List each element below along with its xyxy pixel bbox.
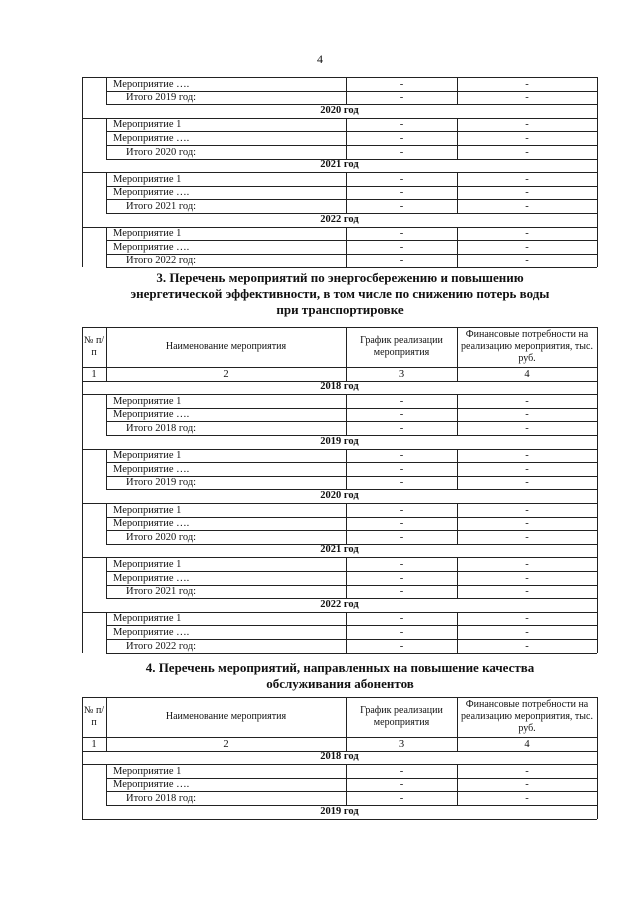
table-row-schedule: -: [399, 779, 404, 791]
table-row-schedule: -: [399, 572, 404, 584]
table-row-finance: -: [525, 92, 529, 104]
table-row-schedule: -: [399, 626, 404, 638]
table-column-divider: [457, 449, 458, 490]
table-row-schedule: -: [399, 78, 404, 90]
table-row-name: Итого 2022 год:: [126, 640, 197, 652]
year-heading: 2021 год: [320, 159, 359, 171]
table-row-name: Мероприятие 1: [113, 558, 182, 570]
table-row-schedule: -: [399, 518, 404, 530]
section-4-col-number: 1: [91, 738, 97, 750]
table-column-divider: [457, 172, 458, 213]
table-row-divider: [106, 653, 597, 654]
table-row-finance: -: [525, 241, 529, 253]
table-row-schedule: -: [399, 586, 404, 598]
table-column-divider: [106, 227, 107, 268]
table-row-name: Итого 2021 год:: [126, 200, 197, 212]
table-column-divider: [106, 764, 107, 805]
table-row-schedule: -: [399, 450, 404, 462]
section-4-title: [80, 660, 600, 692]
table-column-divider: [106, 612, 107, 653]
table-row-finance: -: [525, 779, 529, 791]
table-row-schedule: -: [399, 409, 404, 421]
section-3-title-line-1: 3. Перечень мероприятий по энергосбережению и повышению: [156, 270, 524, 285]
table-column-divider: [106, 327, 107, 381]
table-row-name: Итого 2020 год:: [126, 146, 197, 158]
table-column-divider: [106, 118, 107, 159]
section-4-title-line-1: 4. Перечень мероприятий, направленных на повышение качества: [145, 660, 535, 675]
table-column-divider: [346, 697, 347, 751]
table-column-divider: [106, 394, 107, 435]
table-column-divider: [346, 118, 347, 159]
table-row-divider: [82, 819, 597, 820]
table-row-name: Мероприятие 1: [113, 450, 182, 462]
table-row-finance: -: [525, 626, 529, 638]
table-row-schedule: -: [399, 613, 404, 625]
section-4-col-number: 3: [398, 738, 405, 750]
table-row-schedule: -: [399, 792, 404, 804]
table-row-name: Мероприятие ….: [113, 187, 190, 199]
table-column-divider: [457, 503, 458, 544]
table-column-divider: [457, 77, 458, 104]
table-row-finance: -: [525, 586, 529, 598]
table-right-border: [597, 327, 598, 653]
table-row-finance: -: [525, 640, 529, 652]
year-heading: 2019 год: [320, 435, 359, 447]
table-row-finance: -: [525, 504, 529, 516]
table-row-finance: -: [525, 450, 529, 462]
section-4-col-number: 2: [223, 738, 229, 750]
table-column-divider: [346, 172, 347, 213]
table-row-name: Итого 2018 год:: [126, 422, 197, 434]
table-column-divider: [106, 77, 107, 104]
table-row-finance: -: [525, 463, 529, 475]
table-column-divider: [457, 612, 458, 653]
table-row-name: Мероприятие ….: [113, 241, 190, 253]
table-column-divider: [106, 449, 107, 490]
table-row-name: Итого 2022 год:: [126, 255, 197, 267]
table-row-name: Итого 2019 год:: [126, 477, 197, 489]
table-row-finance: -: [525, 119, 529, 131]
table-row-schedule: -: [399, 92, 404, 104]
table-row-finance: -: [525, 572, 529, 584]
year-heading: 2020 год: [320, 104, 359, 116]
table-column-divider: [457, 227, 458, 268]
table-row-name: Мероприятие 1: [113, 765, 182, 777]
table-row-finance: -: [525, 173, 529, 185]
table-row-name: Мероприятие ….: [113, 779, 190, 791]
table-row-finance: -: [525, 558, 529, 570]
table-row-schedule: -: [399, 531, 404, 543]
section-3-col-number: 4: [524, 368, 530, 380]
table-row-name: Мероприятие ….: [113, 463, 190, 475]
table-row-name: Мероприятие ….: [113, 132, 190, 144]
table-row-name: Мероприятие 1: [113, 613, 182, 625]
section-4-header-schedule: График реализации мероприятия: [360, 705, 443, 728]
year-heading: 2021 год: [320, 544, 359, 556]
year-heading: 2022 год: [320, 213, 359, 225]
section-4-header-finance: Финансовые потребности на реализацию мероприятия, тыс. руб.: [461, 699, 593, 734]
section-4-title-line-2: обслуживания абонентов: [266, 676, 414, 691]
section-3-header-num: № п/п: [83, 335, 105, 358]
table-row-name: Мероприятие ….: [113, 572, 190, 584]
table-row-schedule: -: [399, 187, 404, 199]
table-column-divider: [346, 77, 347, 104]
year-heading: 2020 год: [320, 489, 359, 501]
table-left-border: [82, 77, 83, 267]
table-row-schedule: -: [399, 132, 404, 144]
table-row-finance: -: [525, 422, 529, 434]
table-row-name: Мероприятие 1: [113, 173, 182, 185]
section-4-header-name: Наименование мероприятия: [165, 711, 287, 722]
table-row-finance: -: [525, 200, 529, 212]
table-row-finance: -: [525, 409, 529, 421]
section-3-header-finance: Финансовые потребности на реализацию мероприятия, тыс. руб.: [461, 329, 593, 364]
section-3-header-schedule: График реализации мероприятия: [360, 335, 443, 358]
table-row-schedule: -: [399, 640, 404, 652]
table-row-finance: -: [525, 765, 529, 777]
section-3-col-number: 2: [223, 368, 229, 380]
table-row-name: Итого 2019 год:: [126, 92, 197, 104]
table-column-divider: [457, 118, 458, 159]
table-row-name: Мероприятие 1: [113, 504, 182, 516]
table-row-finance: -: [525, 132, 529, 144]
table-row-schedule: -: [399, 765, 404, 777]
table-row-finance: -: [525, 792, 529, 804]
table-left-border: [82, 327, 83, 653]
table-column-divider: [457, 764, 458, 805]
section-3-title-line-3: при транспортировке: [276, 302, 404, 317]
table-left-border: [82, 697, 83, 819]
table-column-divider: [346, 503, 347, 544]
table-column-divider: [106, 503, 107, 544]
table-column-divider: [346, 557, 347, 598]
table-column-divider: [457, 557, 458, 598]
section-3-header-name: Наименование мероприятия: [165, 341, 287, 352]
table-row-schedule: -: [399, 228, 404, 240]
table-column-divider: [457, 327, 458, 381]
table-row-name: Мероприятие ….: [113, 78, 190, 90]
section-4-header-num: № п/п: [83, 705, 105, 728]
table-column-divider: [106, 697, 107, 751]
table-row-schedule: -: [399, 173, 404, 185]
table-column-divider: [346, 227, 347, 268]
table-row-name: Мероприятие 1: [113, 395, 182, 407]
table-right-border: [597, 77, 598, 267]
table-row-finance: -: [525, 146, 529, 158]
table-row-schedule: -: [399, 422, 404, 434]
year-heading: 2018 год: [320, 751, 359, 763]
table-column-divider: [106, 557, 107, 598]
table-row-schedule: -: [399, 119, 404, 131]
table-row-finance: -: [525, 477, 529, 489]
table-row-name: Итого 2020 год:: [126, 531, 197, 543]
table-row-name: Итого 2021 год:: [126, 586, 197, 598]
page-number: 4: [317, 52, 323, 66]
table-row-finance: -: [525, 78, 529, 90]
section-3-col-number: 3: [398, 368, 405, 380]
table-column-divider: [106, 172, 107, 213]
table-row-name: Мероприятие 1: [113, 119, 182, 131]
table-column-divider: [457, 394, 458, 435]
table-column-divider: [346, 764, 347, 805]
table-row-schedule: -: [399, 146, 404, 158]
table-row-finance: -: [525, 613, 529, 625]
table-row-finance: -: [525, 531, 529, 543]
table-row-schedule: -: [399, 255, 404, 267]
table-row-name: Мероприятие ….: [113, 518, 190, 530]
table-row-schedule: -: [399, 477, 404, 489]
year-heading: 2022 год: [320, 598, 359, 610]
table-row-name: Итого 2018 год:: [126, 792, 197, 804]
table-row-finance: -: [525, 518, 529, 530]
table-row-finance: -: [525, 255, 529, 267]
year-heading: 2018 год: [320, 381, 359, 393]
table-row-schedule: -: [399, 241, 404, 253]
table-row-name: Мероприятие ….: [113, 409, 190, 421]
table-row-finance: -: [525, 395, 529, 407]
table-column-divider: [457, 697, 458, 751]
table-row-schedule: -: [399, 200, 404, 212]
table-row-finance: -: [525, 187, 529, 199]
table-row-schedule: -: [399, 395, 404, 407]
table-row-name: Мероприятие 1: [113, 228, 182, 240]
table-column-divider: [346, 394, 347, 435]
year-heading: 2019 год: [320, 805, 359, 817]
section-3-title: [80, 270, 600, 318]
table-row-schedule: -: [399, 558, 404, 570]
table-row-schedule: -: [399, 463, 404, 475]
table-column-divider: [346, 612, 347, 653]
section-4-col-number: 4: [524, 738, 530, 750]
section-3-title-line-2: энергетической эффективности, в том числе по снижению потерь воды: [130, 286, 550, 301]
table-column-divider: [346, 327, 347, 381]
table-row-finance: -: [525, 228, 529, 240]
table-right-border: [597, 697, 598, 819]
table-row-divider: [106, 267, 597, 268]
section-3-col-number: 1: [91, 368, 97, 380]
table-column-divider: [346, 449, 347, 490]
table-row-name: Мероприятие ….: [113, 626, 190, 638]
table-row-schedule: -: [399, 504, 404, 516]
